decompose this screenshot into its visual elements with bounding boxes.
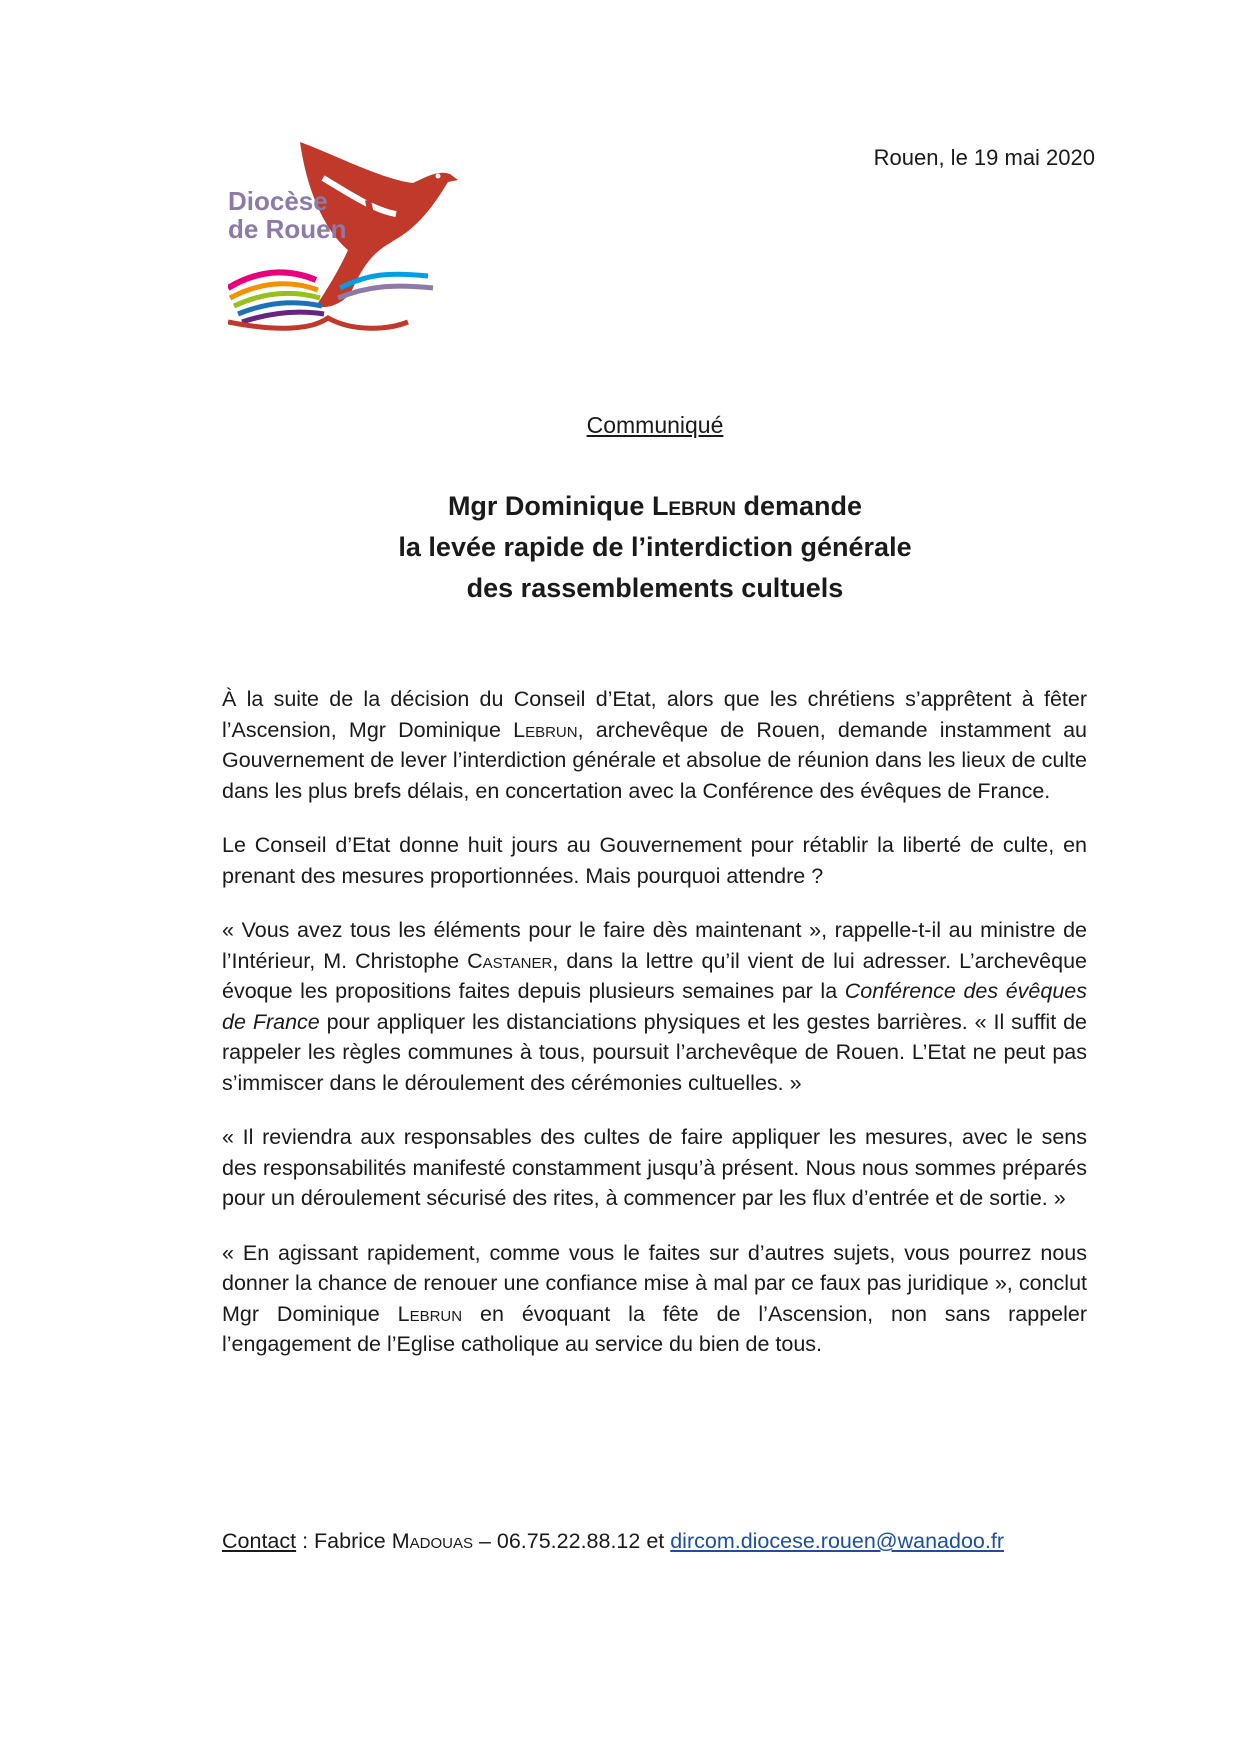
paragraph-2: Le Conseil d’Etat donne huit jours au Gouvernement pour rétablir la liberté de culte, en prenant des mesures proportionnées. Mais pourquoi attendre ? [222, 833, 1087, 888]
logo-line2: de Rouen [228, 214, 347, 244]
document-title [0, 486, 1240, 609]
paragraph-1: À la suite de la décision du Conseil d’Etat, alors que les chrétiens s’apprêtent à fêter l’Ascension, Mgr Dominique Lebrun, archevêque de Rouen, demande instamment au Gouvernement de lever l’interdiction générale et absolue de réunion dans les lieux de culte dans les plus brefs délais, en concertation avec la Conférence des évêques de France. [222, 687, 1087, 803]
logo-line1: Diocèse [228, 186, 328, 216]
document-body [222, 684, 1087, 1384]
contact-label: Contact [222, 1529, 297, 1553]
document-date: Rouen, le 19 mai 2020 [873, 145, 1095, 170]
paragraph-5: « En agissant rapidement, comme vous le faites sur d’autres sujets, vous pourrez nous donner la chance de renouer une confiance mise à mal par ce faux pas juridique », conclut Mgr Dominique Lebrun en évoquant la fête de l’Ascension, non sans rappeler l’engagement de l’Eglise catholique au service du bien de tous. [222, 1240, 1088, 1356]
dove-book-icon [228, 138, 478, 343]
paragraph-4: « Il reviendra aux responsables des cultes de faire appliquer les mesures, avec le sens des responsabilités manifesté constamment jusqu’à présent. Nous nous sommes préparés pour un déroulement sécurisé des rites, à commencer par les flux d’entrée et de sortie. » [222, 1125, 1087, 1210]
diocese-logo [228, 138, 478, 343]
title-line-3: des rassemblements cultuels [466, 573, 844, 603]
contact-line: Contact : Fabrice Madouas – 06.75.22.88.12 et dircom.diocese.rouen@wanadoo.fr [222, 1529, 1004, 1553]
contact-name: Madouas [391, 1529, 473, 1553]
contact-email-link[interactable]: dircom.diocese.rouen@wanadoo.fr [670, 1529, 1004, 1553]
title-line-2: la levée rapide de l’interdiction générale [398, 532, 912, 562]
title-line-1: Mgr Dominique Lebrun demande [447, 491, 863, 521]
paragraph-3: « Vous avez tous les éléments pour le faire dès maintenant », rappelle-t-il au ministre de l’Intérieur, M. Christophe Castaner, dans la lettre qu’il vient de lui adresser. L’archevêque évoque les propositions faites depuis plusieurs semaines par la Conférence des évêques de France pour appliquer les distanciations physiques et les gestes barrières. « Il suffit de rappeler les règles communes à tous, poursuit l’archevêque de Rouen. L’Etat ne peut pas s’immiscer dans le déroulement des cérémonies cultuelles. » [222, 918, 1087, 1095]
document-heading: Communiqué [586, 412, 724, 438]
contact-phone: – 06.75.22.88.12 et [472, 1529, 671, 1553]
